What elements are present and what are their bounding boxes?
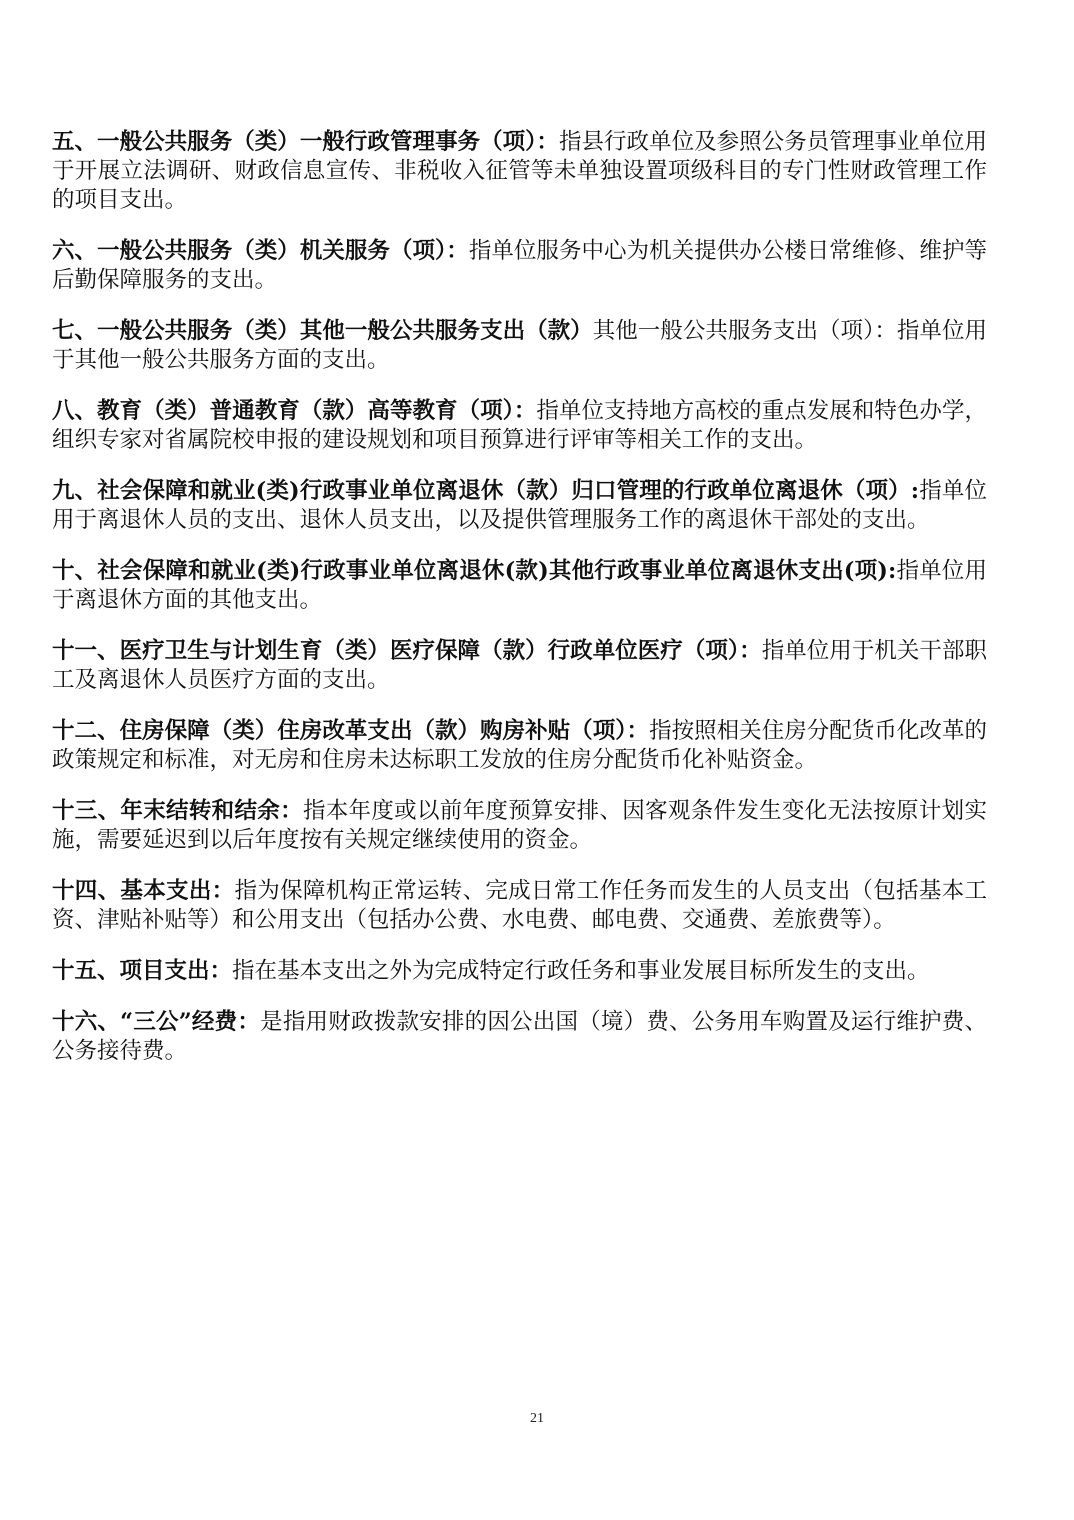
paragraph-term: 十三、年末结转和结余： [52,798,303,824]
paragraph-text: 指本年度或以前年度预算安排、因客观条件发生变化无法按原计划实施，需要延迟到以后年度按有关规定继续使用的资金。 [52,798,987,853]
page-number: 21 [530,1411,544,1426]
paragraph-text: 指单位用于离退休人员的支出、退休人员支出，以及提供管理服务工作的离退休干部处的支出。 [52,478,987,533]
paragraph-9 [52,477,987,535]
paragraph-term: 六、一般公共服务（类）机关服务（项）： [52,238,469,264]
paragraph-16 [52,1008,987,1066]
paragraph-term: 十四、基本支出： [52,878,235,904]
paragraph-text: 指单位支持地方高校的重点发展和特色办学，组织专家对省属院校申报的建设规划和项目预算进行评审等相关工作的支出。 [52,398,987,453]
paragraph-text: 是指用财政拨款安排的因公出国（境）费、公务用车购置及运行维护费、公务接待费。 [52,1009,987,1064]
paragraph-5 [52,128,987,215]
paragraph-text: 指在基本支出之外为完成特定行政任务和事业发展目标所发生的支出。 [232,958,930,984]
paragraph-term: 十五、项目支出： [52,958,233,984]
paragraph-text: 指为保障机构正常运转、完成日常工作任务而发生的人员支出（包括基本工资、津贴补贴等）和公用支出（包括办公费、水电费、邮电费、交通费、差旅费等）。 [52,878,987,933]
paragraph-term: 十、社会保障和就业(类)行政事业单位离退休(款)其他行政事业单位离退休支出(项): [52,558,897,584]
document-body [52,128,987,1088]
paragraph-8 [52,397,987,455]
paragraph-14 [52,877,987,935]
paragraph-term: 八、教育（类）普通教育（款）高等教育（项）： [52,398,537,424]
paragraph-term: 五、一般公共服务（类）一般行政管理事务（项）： [52,129,559,155]
paragraph-text: 指单位用于离退休方面的其他支出。 [52,558,987,613]
paragraph-6 [52,237,987,295]
paragraph-text: 指按照相关住房分配货币化改革的政策规定和标准，对无房和住房未达标职工发放的住房分配货币化补贴资金。 [52,718,987,773]
paragraph-term: 十一、医疗卫生与计划生育（类）医疗保障（款）行政单位医疗（项）： [52,638,762,664]
paragraph-7 [52,317,987,375]
paragraph-term: 七、一般公共服务（类）其他一般公共服务支出（款） [52,318,593,344]
paragraph-term: 九、社会保障和就业(类)行政事业单位离退休（款）归口管理的行政单位离退休（项）: [52,478,920,504]
paragraph-text: 指单位用于机关干部职工及离退休人员医疗方面的支出。 [52,638,987,693]
paragraph-15 [52,957,987,986]
paragraph-term: 十六、“三公”经费： [52,1009,261,1035]
paragraph-13 [52,797,987,855]
paragraph-11 [52,637,987,695]
paragraph-text: 其他一般公共服务支出（项）：指单位用于其他一般公共服务方面的支出。 [52,318,987,373]
paragraph-12 [52,717,987,775]
paragraph-term: 十二、住房保障（类）住房改革支出（款）购房补贴（项）： [52,718,650,744]
paragraph-text: 指县行政单位及参照公务员管理事业单位用于开展立法调研、财政信息宣传、非税收入征管等未单独设置项级科目的专门性财政管理工作的项目支出。 [52,129,987,213]
paragraph-10 [52,557,987,615]
paragraph-text: 指单位服务中心为机关提供办公楼日常维修、维护等后勤保障服务的支出。 [52,238,987,293]
